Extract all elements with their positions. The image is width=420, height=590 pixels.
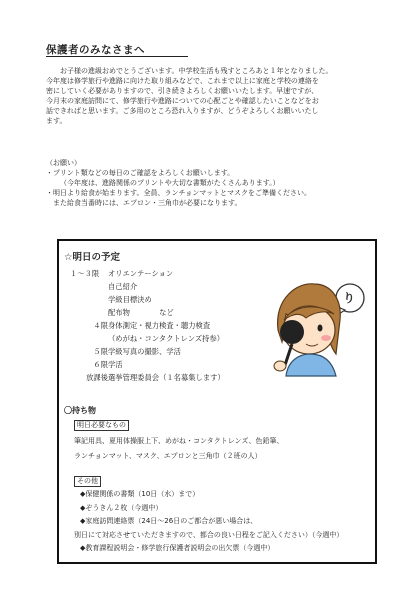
eye-occluder <box>280 320 304 344</box>
schedule-row: ６限学活 <box>93 360 123 369</box>
letter-heading: 保護者のみなさまへ <box>46 44 145 56</box>
other-line: ◆家庭訪問連絡票（24日～26日のご都合が悪い場合は、 <box>80 517 258 525</box>
schedule-row: （めがね・コンタクトレンズ持参） <box>108 334 225 343</box>
request-line: また給食当番時には、エプロン・三角巾が必要になります。 <box>53 199 242 207</box>
other-line: ◆保健関係の書類（10日（水）まで） <box>80 490 200 498</box>
paragraph-line: ます。 <box>46 117 67 125</box>
request-line: ・プリント類などの毎日のご確認をよろしくお願いします。 <box>46 169 235 177</box>
needed-line: ランチョンマット、マスク、エプロンと三角巾（２班の人） <box>74 452 262 460</box>
request-line: （今年度は、進路関係のプリントや大切な書類がたくさんあります。） <box>60 179 280 187</box>
schedule-row: 放課後選挙管理委員会（１名募集します） <box>86 373 225 382</box>
paragraph-line: お子様の進級おめでとうございます。中学校生活も残すところあと１年となりました。 <box>60 67 333 75</box>
letter-paragraph <box>46 66 332 126</box>
needed-line: 筆記用具、夏用体操服上下、めがね・コンタクトレンズ、色鉛筆、 <box>74 437 284 445</box>
schedule-row: 学級目標決め <box>108 295 152 304</box>
needed-items <box>74 434 284 464</box>
schedule-row: 自己紹介 <box>108 282 138 291</box>
request-line: ・明日より給食が始まります。全員、ランチョンマットとマスクをご準備ください。 <box>46 189 311 197</box>
needed-label: 明日必要なもの <box>74 420 129 431</box>
belongings-title: 〇持ち物 <box>64 406 96 415</box>
paragraph-line: 密にしていく必要がありますので、引き続きよろしくお願いいたします。早速ですが、 <box>46 87 319 95</box>
schedule-row: ４限身体測定・視力検査・聴力検査 <box>93 321 211 330</box>
paragraph-line: 今月末の家庭訪問にて、修学旅行や進路についての心配ごとや確認したいことなどをお <box>46 97 319 105</box>
schedule-row: １～３限 オリエンテーション <box>70 269 174 278</box>
schedule-table <box>70 269 225 383</box>
other-line: 別日にて対応させていただきますので、都合の良い日程をご記入ください）（今週中） <box>74 530 344 539</box>
other-line: ◆教育課程説明会・修学旅行保護者説明会の出欠票（今週中） <box>80 544 275 552</box>
request-title: （お願い） <box>46 159 81 167</box>
other-items <box>74 488 343 556</box>
other-line: ◆ぞうきん２枚（今週中） <box>80 503 163 512</box>
schedule-row: 配布物 など <box>108 308 174 317</box>
request-section <box>46 158 311 208</box>
child-eye-test-illustration <box>262 268 372 378</box>
schedule-row: ５限学級写真の撮影、学活 <box>93 347 181 356</box>
heading-underline <box>46 56 188 57</box>
paragraph-line: 話できればと思います。ご多用のところ恐れ入りますが、どうぞよろしくお願いいたし <box>46 107 319 115</box>
schedule-title: ☆明日の予定 <box>64 252 121 263</box>
other-label: その他 <box>74 476 101 487</box>
paragraph-line: 今年度は修学旅行や進路に向けた取り組みなどで、これまで以上に家庭と学校の連絡を <box>46 77 319 85</box>
speech-bubble-glyph: り <box>343 291 356 305</box>
